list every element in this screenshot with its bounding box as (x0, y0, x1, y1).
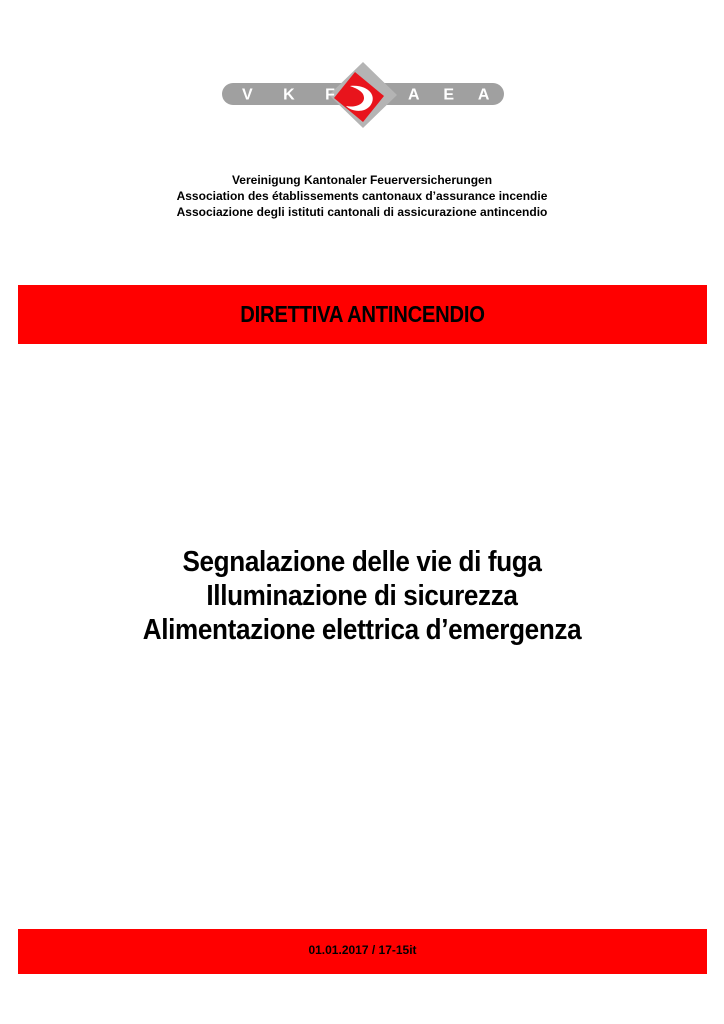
organization-name-fr: Association des établissements cantonaux d’assurance incendie (176, 189, 548, 203)
logo-text-vkf: V K F (242, 86, 348, 104)
document-date-reference: 01.01.2017 / 17-15it (308, 943, 417, 957)
logo-graphic (222, 62, 528, 128)
vkf-aeai-logo (222, 62, 528, 128)
footer-band (18, 929, 707, 974)
header-band (18, 285, 707, 344)
logo-text-aeai: A E A I (408, 86, 528, 104)
organization-name-de: Vereinigung Kantonaler Feuerversicherungen (231, 173, 493, 187)
document-category-title: DIRETTIVA ANTINCENDIO (240, 301, 485, 327)
document-title (0, 545, 724, 647)
document-title-line-2: Illuminazione di sicurezza (206, 580, 518, 612)
organization-name-it: Associazione degli istituti cantonali di assicurazione antincendio (176, 205, 548, 219)
document-title-line-3: Alimentazione elettrica d’emergenza (142, 614, 582, 646)
organization-names (0, 172, 724, 220)
document-title-line-1: Segnalazione delle vie di fuga (182, 546, 542, 578)
